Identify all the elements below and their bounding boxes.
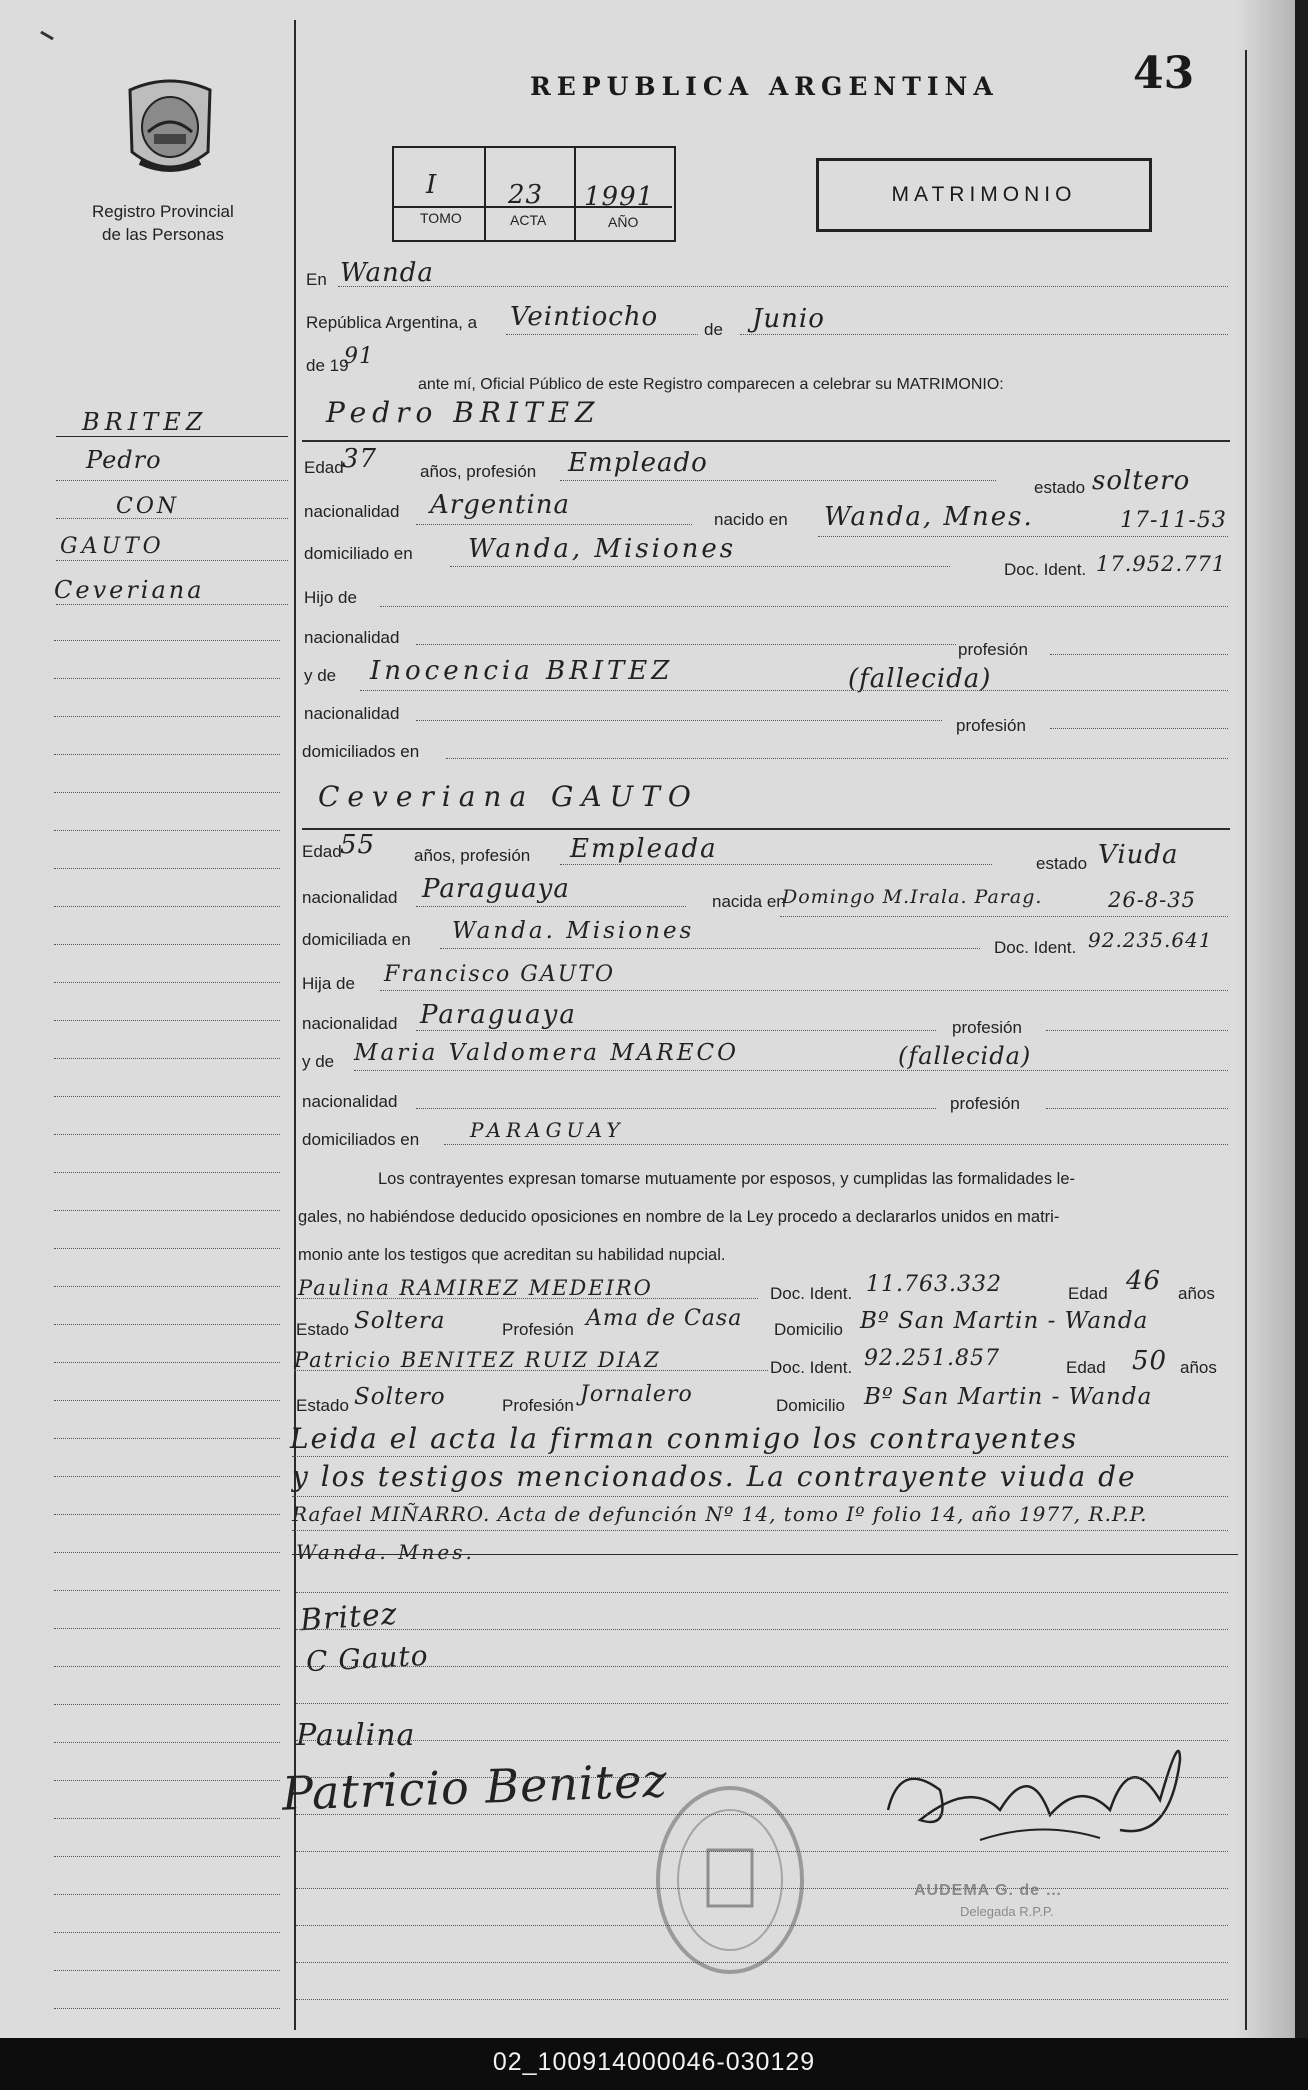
margin-ruled-line [54,792,280,793]
bride-hija-label: Hija de [302,974,355,993]
right-border [1245,50,1247,2030]
bride-profession: Empleada [570,834,718,864]
bride-nacida-label: nacida en [712,892,786,911]
margin-ruled-line [54,1058,280,1059]
margin-ruled-line [54,1894,280,1895]
year-label: de 19 [306,356,349,375]
margin-ruled-line [54,1514,280,1515]
body-line-1: Los contrayentes expresan tomarse mutuamente por esposos, y cumplidas las formalidades le- [378,1170,1076,1188]
place-value: Wanda [340,258,434,288]
margin-ruled-line [54,868,280,869]
groom-birthplace: Wanda, Mnes. [824,502,1034,532]
margin-ruled-line [54,678,280,679]
acta-label: ACTA [510,212,547,228]
body-line-2: gales, no habiéndose deducido oposiciones en nombre de la Ley procedo a declararlos unidos en matri- [298,1208,1060,1226]
groom-nacido-label: nacido en [714,510,788,529]
record-reference-box [392,146,676,242]
margin-ruled-line [54,1970,280,1971]
groom-nac2-label: nacionalidad [304,628,400,647]
signature-bride: C Gauto [305,1638,430,1679]
ano-value: 1991 [584,182,655,212]
groom-age: 37 [342,444,378,474]
groom-birthdate: 17-11-53 [1120,508,1227,533]
registry-name-line1: Registro Provincial [92,202,234,221]
bride-father-nationality: Paraguaya [420,1000,577,1030]
witness-1-estado-label: Estado [296,1320,349,1339]
bride-doc: 92.235.641 [1088,928,1213,952]
witness-1-profession: Ama de Casa [586,1306,743,1331]
witness-1-anos-label: años [1178,1284,1215,1303]
margin-ruled-line [54,1932,280,1933]
groom-edad-label: Edad [304,458,344,477]
bride-nac-label: nacionalidad [302,888,398,907]
margin-ruled-line [54,1020,280,1021]
bride-age: 55 [340,830,376,860]
bride-mother: Maria Valdomera MARECO [354,1040,739,1066]
bride-nationality: Paraguaya [422,874,570,904]
margin-ruled-line [54,982,280,983]
margin-ruled-line [54,1362,280,1363]
witness-1-edad-label: Edad [1068,1284,1108,1303]
margin-ruled-line [54,830,280,831]
groom-nationality: Argentina [430,490,570,520]
margin-ruled-line [54,906,280,907]
ano-cell [574,148,672,240]
bride-parents-domicile: PARAGUAY [470,1118,625,1142]
margin-ruled-line [54,1286,280,1287]
witness-1-domicile: Bº San Martin - Wanda [860,1308,1149,1334]
groom-profession: Empleado [568,448,708,478]
margin-ruled-line [54,716,280,717]
bride-birthdate: 26-8-35 [1108,888,1196,912]
signature-witness-1: Paulina [296,1718,416,1753]
margin-ruled-line [54,1210,280,1211]
groom-hijo-label: Hijo de [304,588,357,607]
witness-2-profession: Jornalero [580,1382,693,1407]
groom-nac-label: nacionalidad [304,502,400,521]
footer-code: 02_100914000046-030129 [492,2048,816,2076]
margin-ruled-line [54,2008,280,2009]
witness-1-profesion-label: Profesión [502,1320,574,1339]
bride-doc-label: Doc. Ident. [994,938,1077,957]
tomo-value: I [426,170,438,200]
signature-ruled-line [296,1666,1228,1667]
groom-dom-label: domiciliado en [304,544,413,563]
witness-1-domicilio-label: Domicilio [774,1320,843,1339]
year-suffix: 91 [344,344,374,369]
margin-ruled-line [54,1818,280,1819]
acta-value: 23 [508,180,544,210]
witness-2-domicilio-label: Domicilio [776,1396,845,1415]
margin-ruled-line [54,1172,280,1173]
bride-dom-label: domiciliada en [302,930,411,949]
month-value: Junio [752,304,825,334]
republica-label: República Argentina, a [306,313,478,332]
groom-estado-label: estado [1034,478,1086,497]
signature-ruled-line [296,1740,1228,1741]
signature-ruled-line [296,1777,1228,1778]
witness-2-age: 50 [1132,1346,1168,1376]
bride-father: Francisco GAUTO [384,962,615,987]
margin-ruled-line [54,1628,280,1629]
signature-ruled-line [296,1703,1228,1704]
margin-ruled-line [54,944,280,945]
bride-nac3-label: nacionalidad [302,1092,398,1111]
body-line-3: monio ante los testigos que acreditan su habilidad nupcial. [298,1246,726,1264]
signature-ruled-line [296,1851,1228,1852]
margin-ruled-line [54,1400,280,1401]
witness-2-estado-label: Estado [296,1396,349,1415]
bride-yde-label: y de [302,1052,335,1071]
margin-given-1: Pedro [86,446,162,474]
margin-surname-1: BRITEZ [82,408,208,436]
margin-ruled-line [54,1134,280,1135]
groom-doc: 17.952.771 [1096,552,1227,576]
margin-ruled-line [54,1096,280,1097]
witness-2-domicile: Bº San Martin - Wanda [864,1384,1153,1410]
de-label: de [704,320,723,339]
groom-prof3-label: profesión [956,716,1026,735]
witness-2-name: Patricio BENITEZ RUIZ DIAZ [294,1348,661,1372]
signature-ruled-line [296,1999,1228,2000]
note-line-3: Rafael MIÑARRO. Acta de defunción Nº 14, tomo Iº folio 14, año 1977, R.P.P. [292,1502,1148,1526]
witness-2-doc-label: Doc. Ident. [770,1358,853,1377]
provincial-seal-icon [120,72,220,184]
margin-ruled-line [54,1704,280,1705]
record-type-box [816,158,1152,232]
bride-mother-note: (fallecida) [898,1042,1032,1070]
margin-ruled-line [54,1324,280,1325]
margin-ruled-line [54,754,280,755]
margin-ruled-line [54,1438,280,1439]
bride-birthplace: Domingo M.Irala. Parag. [782,886,1043,908]
margin-given-2: Ceveriana [54,576,205,604]
groom-prof2-label: profesión [958,640,1028,659]
bride-domicile: Wanda. Misiones [452,918,695,944]
signature-ruled-line [296,1814,1228,1815]
witness-2-anos-label: años [1180,1358,1217,1377]
tomo-cell [394,148,486,240]
en-label: En [306,270,327,289]
margin-ruled-line [54,1856,280,1857]
witness-1-doc: 11.763.332 [866,1272,1002,1297]
signature-ruled-line [296,1888,1228,1889]
margin-ruled-line [54,1590,280,1591]
signature-ruled-line [296,1592,1228,1593]
tomo-label: TOMO [420,210,462,226]
note-line-4: Wanda. Mnes. [296,1540,475,1564]
groom-doms-label: domiciliados en [302,742,420,761]
margin-ruled-line [54,1248,280,1249]
note-line-1: Leida el acta la firman conmigo los contrayentes [290,1422,1079,1455]
witness-2-profesion-label: Profesión [502,1396,574,1415]
signature-ruled-line [296,1962,1228,1963]
signature-witness-2: Patricio Benitez [281,1753,669,1821]
groom-estado: soltero [1092,466,1191,496]
groom-mother-note: (fallecida) [848,664,992,694]
bride-estado-label: estado [1036,854,1088,873]
margin-ruled-line [54,1742,280,1743]
witness-1-doc-label: Doc. Ident. [770,1284,853,1303]
margin-ruled-line [54,1476,280,1477]
margin-ruled-line [54,1666,280,1667]
signature-ruled-line [296,1925,1228,1926]
note-line-2: y los testigos mencionados. La contrayente viuda de [292,1460,1137,1493]
country-title: REPUBLICA ARGENTINA [530,72,999,101]
groom-doc-label: Doc. Ident. [1004,560,1087,579]
official-stamp-icon [650,1780,810,1980]
margin-ruled-line [54,1780,280,1781]
official-signature-icon [880,1720,1200,1870]
bride-prof2-label: profesión [952,1018,1022,1037]
signature-ruled-line [296,1629,1228,1630]
margin-ruled-line [54,640,280,641]
record-type-label: MATRIMONIO [891,183,1077,206]
groom-anos-label: años, profesión [420,462,537,481]
bride-prof3-label: profesión [950,1094,1020,1113]
margin-connector: CON [116,494,180,519]
page-number: 43 [1133,48,1195,99]
bride-name: Ceveriana GAUTO [318,780,699,813]
witness-2-estado: Soltero [354,1384,446,1410]
margin-ruled-line [54,1552,280,1553]
groom-name: Pedro BRITEZ [326,396,601,429]
groom-domicile: Wanda, Misiones [468,534,737,564]
signature-groom: Britez [298,1596,399,1639]
witness-2-doc: 92.251.857 [864,1346,1000,1371]
groom-nac3-label: nacionalidad [304,704,400,723]
witness-2-edad-label: Edad [1066,1358,1106,1377]
witness-1-name: Paulina RAMIREZ MEDEIRO [298,1276,653,1300]
groom-mother: Inocencia BRITEZ [370,656,674,686]
bride-anos-label: años, profesión [414,846,531,865]
intro-text: ante mí, Oficial Público de este Registro comparecen a celebrar su MATRIMONIO: [418,376,1004,393]
footer-bar [0,2038,1308,2090]
acta-cell [484,148,576,240]
day-value: Veintiocho [510,302,659,332]
bride-edad-label: Edad [302,842,342,861]
witness-1-estado: Soltera [354,1308,446,1334]
ano-label: AÑO [608,214,639,230]
official-title: Delegada R.P.P. [960,1904,1054,1919]
margin-surname-2: GAUTO [60,534,165,559]
official-name: AUDEMA G. de … [914,1882,1063,1899]
groom-yde-label: y de [304,666,337,685]
bride-doms-label: domiciliados en [302,1130,420,1149]
bride-estado: Viuda [1098,840,1179,870]
registry-name-line2: de las Personas [102,225,224,244]
bride-nac2-label: nacionalidad [302,1014,398,1033]
witness-1-age: 46 [1126,1266,1162,1296]
